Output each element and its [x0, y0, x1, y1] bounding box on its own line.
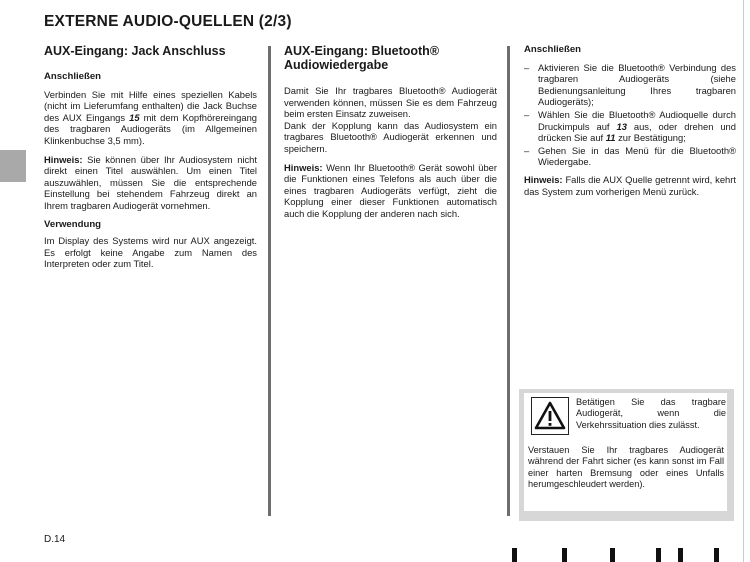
step-2-tail: zur Bestätigung;: [615, 132, 686, 144]
bluetooth-paragraph-1: Damit Sie Ihr tragbares Bluetooth® Audiogerät verwenden können, müssen Sie es dem Fahrzeug beim ersten Einsatz zuweisen.: [284, 85, 497, 120]
print-mark: [714, 548, 719, 562]
jack-note-text: Sie können über Ihr Audiosystem nicht direkt einen Titel auswählen. Um einen Titel auszuwählen, müssen Sie die entsprechende Einstellung bei stehendem Fahrzeug direkt an Ihrem tragbaren Audiogerät vornehmen.: [44, 153, 257, 211]
warning-panel: [524, 393, 727, 511]
print-mark: [512, 548, 517, 562]
warning-text-1: Betätigen Sie das tragbare Audiogerät, wenn die Verkehrssituation dies zulässt.: [576, 397, 726, 430]
step-2-num: 13: [616, 120, 627, 132]
step-1-text: Aktivieren Sie die Bluetooth® Verbindung des tragbaren Audiogeräts (siehe Bedienungsanleitung Ihres tragbaren Audiogeräts);: [538, 61, 736, 108]
page-edge-line: [743, 0, 744, 562]
jack-connect-text-a: Verbinden Sie mit Hilfe eines speziellen Kabels (nicht im Lieferumfang enthalten) die Jack Buchse des AUX Eingangs: [44, 88, 257, 123]
page-number: D.14: [44, 534, 66, 545]
connect-steps-list: [524, 62, 736, 168]
jack-usage-subheading: Verwendung: [44, 218, 102, 230]
section-tab-marker: [0, 150, 26, 182]
jack-note: [44, 154, 257, 212]
column-jack: [44, 44, 257, 277]
dash-marker: –: [524, 144, 530, 156]
dash-marker: –: [524, 61, 530, 73]
print-mark: [678, 548, 683, 562]
jack-connect-paragraph: [44, 89, 257, 147]
warning-triangle-icon: [531, 397, 569, 435]
step-3-text: Gehen Sie in das Menü für die Bluetooth® Wiedergabe.: [538, 144, 736, 168]
step-2-text-b: aus, oder drehen und drücken Sie auf: [538, 120, 736, 144]
jack-connect-subheading: Anschließen: [44, 71, 102, 82]
list-item: [524, 109, 736, 144]
list-item: [524, 62, 736, 108]
dash-marker: –: [524, 108, 530, 120]
column-divider-1: [268, 46, 271, 516]
column-connect: [524, 44, 736, 204]
print-mark: [610, 548, 615, 562]
jack-note-label: Hinweis:: [44, 153, 83, 165]
step-2-num2: 11: [605, 132, 616, 144]
step-2-text-a: Wählen Sie die Bluetooth® Audioquelle durch Druckimpuls auf: [538, 108, 736, 132]
bluetooth-note-text: Wenn Ihr Bluetooth® Gerät sowohl über die Funktionen eines Telefons als auch über die eines tragbaren Audiogeräts verfügt, zieht die Kopplung einer dieser Funktionen automatisch auch die Kopplung der anderen nach sich.: [284, 161, 497, 219]
jack-usage-paragraph: Im Display des Systems wird nur AUX angezeigt. Es erfolgt keine Angabe zum Namen des Interpreten oder zum Titel.: [44, 235, 257, 270]
warning-text-2: Verstauen Sie Ihr tragbares Audiogerät während der Fahrt sicher (es kann sonst im Fall einer harten Bremsung oder eines Unfalls herumgeschleudert werden).: [528, 445, 724, 490]
warning-box: [519, 389, 734, 521]
bluetooth-heading: AUX-Eingang: Bluetooth® Audiowiedergabe: [284, 44, 440, 72]
page-title: EXTERNE AUDIO-QUELLEN (2/3): [44, 13, 292, 30]
connect-note-text: Falls die AUX Quelle getrennt wird, kehrt das System zum vorherigen Menü zurück.: [524, 173, 736, 197]
bluetooth-note-label: Hinweis:: [284, 161, 323, 173]
bluetooth-paragraph-2: Dank der Kopplung kann das Audiosystem ein tragbares Bluetooth® Audiogerät erkennen und speichern.: [284, 119, 497, 154]
connect-note-label: Hinweis:: [524, 173, 563, 185]
connect-subheading: Anschließen: [524, 44, 582, 55]
connect-note: [524, 174, 736, 197]
jack-connect-text-b: mit dem Kopfhörereingang des tragbaren Audiogeräts (im Allgemeinen Klinkenbuchse 3,5 mm).: [44, 111, 257, 146]
column-divider-2: [507, 46, 510, 516]
list-item: [524, 145, 736, 168]
bluetooth-note: [284, 162, 497, 220]
jack-connect-num: 15: [129, 111, 140, 123]
jack-heading: AUX-Eingang: Jack Anschluss: [44, 44, 226, 58]
print-mark: [562, 548, 567, 562]
column-bluetooth: [284, 44, 497, 227]
print-mark: [656, 548, 661, 562]
